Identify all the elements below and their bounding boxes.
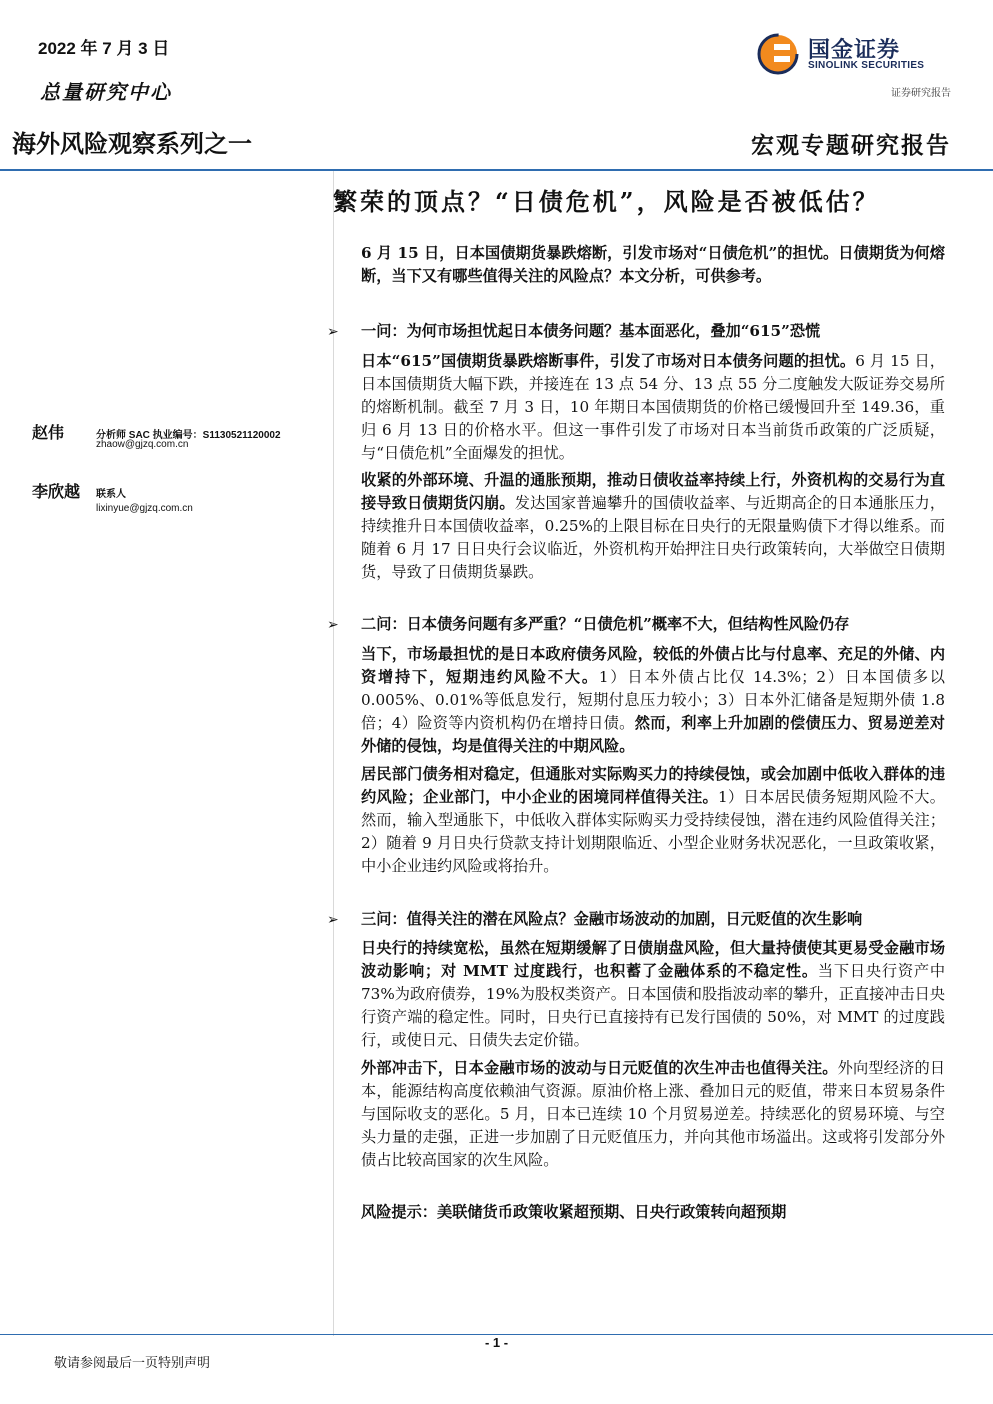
author-email[interactable]: lixinyue@gjzq.com.cn	[96, 503, 193, 514]
page-number: - 1 -	[484, 1335, 509, 1350]
section-heading: ➢ 一问：为何市场担忧起日本债务问题？基本面恶化，叠加“615”恐慌	[327, 320, 820, 344]
logo-text-en: SINOLINK SECURITIES	[808, 60, 925, 71]
author-block	[32, 479, 80, 502]
report-type: 宏观专题研究报告	[751, 132, 951, 159]
report-title: 繁荣的顶点？“日债危机”，风险是否被低估？	[333, 187, 880, 216]
author-block	[32, 420, 64, 443]
arrow-bullet-icon: ➢	[327, 912, 339, 928]
risk-warning: 风险提示：美联储货币政策收紧超预期、日央行政策转向超预期	[361, 1203, 787, 1221]
section-paragraph: 日央行的持续宽松，虽然在短期缓解了日债崩盘风险，但大量持债使其更易受金融市场波动影响；对 MMT 过度践行，也积蓄了金融体系的不稳定性。当下日央行资产中 73%为政府债券，19%为股权类资产。日本国债和股指波动率的攀升，正直接冲击日央行资产端的稳定性。同时，日央行已直接持有已发行国债的 50%，对 MMT 的过度践行，或使日元、日债失去定价锚。	[361, 939, 946, 1049]
arrow-bullet-icon: ➢	[327, 324, 339, 340]
author-name: 李欣越	[32, 482, 81, 501]
research-center: 总量研究中心	[40, 80, 172, 104]
author-email[interactable]: zhaow@gjzq.com.cn	[96, 439, 189, 450]
section-paragraph: 外部冲击下，日本金融市场的波动与日元贬值的次生冲击也值得关注。外向型经济的日本，能源结构高度依赖油气资源。原油价格上涨、叠加日元的贬值，带来日本贸易条件与国际收支的恶化。5 月，日本已连续 10 个月贸易逆差。持续恶化的贸易环境、与空头力量的走强，正进一步加剧了日元贬值压力，并向其他市场溢出。这或将引发部分外债占比较高国家的次生风险。	[361, 1059, 946, 1169]
report-date: 2022 年 7 月 3 日	[38, 39, 170, 58]
summary-intro: 6 月 15 日，日本国债期货暴跌熔断，引发市场对“日债危机”的担忧。日债期货为何熔断，当下又有哪些值得关注的风险点？本文分析，可供参考。	[361, 244, 945, 285]
logo-icon	[756, 32, 800, 76]
report-category: 证券研究报告	[891, 88, 951, 99]
header-divider	[0, 169, 993, 171]
disclaimer-note: 敬请参阅最后一页特别声明	[54, 1356, 211, 1371]
author-name: 赵伟	[32, 423, 65, 442]
section-heading: ➢ 三问：值得关注的潜在风险点？金融市场波动的加剧，日元贬值的次生影响	[327, 908, 862, 932]
column-divider	[333, 171, 334, 1336]
section-paragraph: 日本“615”国债期货暴跌熔断事件，引发了市场对日本债务问题的担忧。6 月 15 日，日本国债期货大幅下跌，并接连在 13 点 54 分、13 点 55 分二度触发大阪证券交易所的熔断机制。截至 7 月 3 日，10 年期日本国债期货的价格已缓慢回升至 149.36，重归 6 月 13 日的价格水平。但这一事件引发了市场对日本当前货币政策的广泛质疑，与“日债危机”全面爆发的担忧。	[361, 352, 945, 462]
section-heading: ➢ 二问：日本债务问题有多严重？“日债危机”概率不大，但结构性风险仍存	[327, 613, 849, 637]
series-title: 海外风险观察系列之一	[12, 131, 252, 158]
arrow-bullet-icon: ➢	[327, 617, 339, 633]
company-logo	[756, 32, 946, 76]
section-paragraph: 收紧的外部环境、升温的通胀预期，推动日债收益率持续上行，外资机构的交易行为直接导致日债期货闪崩。发达国家普遍攀升的国债收益率、与近期高企的日本通胀压力，持续推升日本国债收益率，0.25%的上限目标在日央行的无限量购债下才得以维系。而随着 6 月 17 日日央行会议临近，外资机构开始押注日央行政策转向，大举做空日债期货，导致了日债期货暴跌。	[361, 471, 946, 581]
logo-text-cn: 国金证券	[808, 37, 901, 62]
author-role: 分析师 SAC 执业编号：S1130521120002	[96, 430, 281, 441]
author-role: 联系人	[96, 489, 126, 500]
section-paragraph: 当下，市场最担忧的是日本政府债务风险，较低的外债占比与付息率、充足的外储、内资增持下，短期违约风险不大。1）日本外债占比仅 14.3%；2）日本国债多以 0.005%、0.01%等低息发行，短期付息压力较小；3）日本外汇储备是短期外债 1.8 倍；4）险资等内资机构仍在增持日债。然而，利率上升加剧的偿债压力、贸易逆差对外储的侵蚀，均是值得关注的中期风险。	[361, 645, 945, 755]
section-paragraph: 居民部门债务相对稳定，但通胀对实际购买力的持续侵蚀，或会加剧中低收入群体的违约风险；企业部门，中小企业的困境同样值得关注。1）日本居民债务短期风险不大。然而，输入型通胀下，中低收入群体实际购买力受持续侵蚀，潜在违约风险值得关注；2）随着 9 月日央行贷款支持计划期限临近、小型企业财务状况恶化，一旦政策收紧，中小企业违约风险或将抬升。	[361, 765, 945, 875]
